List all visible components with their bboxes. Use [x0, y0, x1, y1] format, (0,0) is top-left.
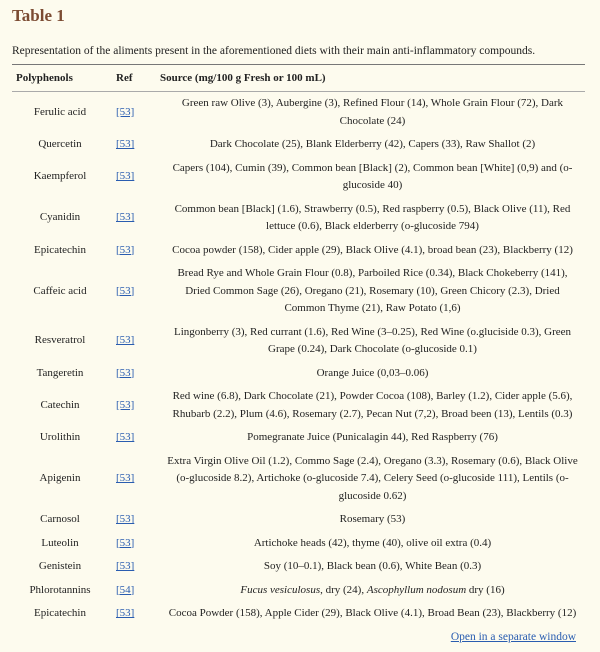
polyphenol-cell: Phlorotannins: [29, 583, 91, 596]
reference-link[interactable]: [53]: [116, 211, 135, 224]
source-cell: Green raw Olive (3), Aubergine (3), Refined Flour (14), Whole Grain Flour (72), Dark Chocolate (24): [181, 97, 564, 127]
source-text: , dry (24),: [320, 583, 367, 596]
table-row: [12, 92, 585, 134]
source-cell: Cocoa Powder (158), Apple Cider (29), Black Olive (4.1), Broad Bean (23), Blackberry (12): [168, 607, 577, 619]
reference-link[interactable]: [53]: [116, 472, 135, 484]
polyphenol-cell: Catechin: [40, 398, 80, 411]
ref-cell: [108, 133, 156, 157]
header-row: [12, 65, 585, 92]
polyphenol-cell: Urolithin: [39, 431, 81, 443]
reference-link[interactable]: [53]: [116, 607, 135, 619]
table-row: [12, 508, 585, 532]
ref-cell: [108, 450, 156, 509]
table-row: [12, 532, 585, 556]
reference-link[interactable]: [53]: [116, 170, 135, 183]
reference-link[interactable]: [53]: [116, 284, 135, 297]
table-row: [12, 157, 585, 198]
polyphenol-cell: Luteolin: [41, 536, 79, 549]
reference-link[interactable]: [53]: [116, 334, 135, 347]
ref-cell: [108, 555, 156, 579]
polyphenols-table: [12, 64, 585, 622]
ref-cell: [108, 262, 156, 321]
polyphenol-cell: Genistein: [38, 560, 82, 572]
source-cell: [156, 579, 585, 603]
reference-link[interactable]: [53]: [116, 105, 135, 118]
table-caption: Representation of the aliments present in the aforementioned diets with their main anti-inflammatory compounds.: [12, 45, 536, 57]
table-container[interactable]: [12, 64, 585, 622]
table-row: [12, 602, 585, 622]
table-row: [12, 198, 585, 239]
polyphenol-cell: Resveratrol: [34, 334, 86, 347]
polyphenol-cell: Kaempferol: [33, 170, 87, 183]
reference-link[interactable]: [54]: [116, 583, 135, 596]
table-row: [12, 385, 585, 426]
reference-link[interactable]: [53]: [116, 513, 135, 525]
polyphenol-cell: Ferulic acid: [33, 105, 87, 118]
polyphenol-cell: Apigenin: [39, 472, 81, 484]
source-cell: Lingonberry (3), Red currant (1.6), Red Wine (3–0.25), Red Wine (o.gluciside 0.3), Green Grape (0.24), Dark Chocolate (o-glucoside 0.1): [173, 325, 572, 355]
open-in-separate-window-link[interactable]: Open in a separate window: [450, 631, 576, 643]
reference-link[interactable]: [53]: [116, 398, 135, 411]
table-title: Table 1: [12, 6, 65, 25]
source-cell: Red wine (6.8), Dark Chocolate (21), Powder Cocoa (108), Barley (1.2), Cider apple (5.6), Rhubarb (2.2), Plum (4.6), Rosemary (2.7), Pecan Nut (7,2), Broad been (13), Lentils (0.3): [172, 390, 573, 420]
polyphenol-cell: Epicatechin: [34, 607, 86, 619]
reference-link[interactable]: [53]: [116, 560, 135, 572]
reference-link[interactable]: [53]: [116, 366, 135, 379]
table-row: [12, 239, 585, 263]
ref-cell: [108, 321, 156, 362]
source-cell: Common bean [Black] (1.6), Strawberry (0.5), Red raspberry (0.5), Black Olive (11), Red lettuce (0.6), Black elderberry (o-glucoside 794): [174, 202, 571, 232]
source-cell: Cocoa powder (158), Cider apple (29), Black Olive (4.1), broad bean (23), Blackberry (12): [172, 243, 573, 256]
source-cell: Capers (104), Cumin (39), Common bean [Black] (2), Common bean [White] (0,9) and (o-glucoside 40): [172, 161, 573, 191]
ref-cell: [108, 198, 156, 239]
table-row: [12, 321, 585, 362]
header-ref: Ref: [108, 65, 156, 92]
source-cell: Soy (10–0.1), Black bean (0.6), White Bean (0.3): [263, 560, 482, 572]
ref-cell: [108, 362, 156, 386]
reference-link[interactable]: [53]: [116, 138, 135, 150]
ref-cell: [108, 579, 156, 603]
polyphenol-cell: Caffeic acid: [33, 284, 87, 297]
ref-cell: [108, 602, 156, 622]
table-row: [12, 362, 585, 386]
species-name: Fucus vesiculosus: [240, 583, 321, 596]
header-polyphenols: Polyphenols: [12, 65, 108, 92]
polyphenol-cell: Quercetin: [38, 138, 82, 150]
ref-cell: [108, 157, 156, 198]
ref-cell: [108, 508, 156, 532]
table-row: [12, 262, 585, 321]
source-text: dry (16): [466, 583, 505, 596]
ref-cell: [108, 426, 156, 450]
polyphenol-cell: Carnosol: [40, 513, 80, 525]
table-row: [12, 579, 585, 603]
source-cell: Dark Chocolate (25), Blank Elderberry (42), Capers (33), Raw Shallot (2): [209, 138, 536, 150]
polyphenol-cell: Tangeretin: [36, 366, 84, 379]
reference-link[interactable]: [53]: [116, 243, 135, 256]
source-cell: Orange Juice (0,03–0.06): [316, 366, 429, 379]
ref-cell: [108, 92, 156, 134]
source-cell: Artichoke heads (42), thyme (40), olive oil extra (0.4): [253, 536, 492, 549]
source-cell: Rosemary (53): [339, 513, 406, 525]
ref-cell: [108, 239, 156, 263]
species-name: Ascophyllum nodosum: [366, 583, 467, 596]
reference-link[interactable]: [53]: [116, 536, 135, 549]
table-row: [12, 555, 585, 579]
source-cell: Pomegranate Juice (Punicalagin 44), Red Raspberry (76): [247, 431, 498, 443]
source-cell: Bread Rye and Whole Grain Flour (0.8), Parboiled Rice (0.34), Black Chokeberry (141), Dried Common Sage (26), Oregano (21), Rosemary (10), Green Chicory (2.3), Dried Common Thyme (21), Raw Potato (1,6): [177, 267, 568, 314]
polyphenol-cell: Cyanidin: [39, 211, 81, 224]
ref-cell: [108, 532, 156, 556]
table-row: [12, 133, 585, 157]
ref-cell: [108, 385, 156, 426]
reference-link[interactable]: [53]: [116, 431, 135, 443]
polyphenol-cell: Epicatechin: [34, 243, 86, 256]
header-source: Source (mg/100 g Fresh or 100 mL): [156, 65, 585, 92]
table-body: [12, 92, 585, 623]
source-cell: Extra Virgin Olive Oil (1.2), Commo Sage (2.4), Oregano (3.3), Rosemary (0.6), Black Olive (o-glucoside 8.2), Artichoke (o-glucoside 7.4), Celery Seed (o-glucoside 111), Lentils (o-glucoside 0.62): [167, 454, 578, 502]
table-row: [12, 426, 585, 450]
table-row: [12, 450, 585, 509]
